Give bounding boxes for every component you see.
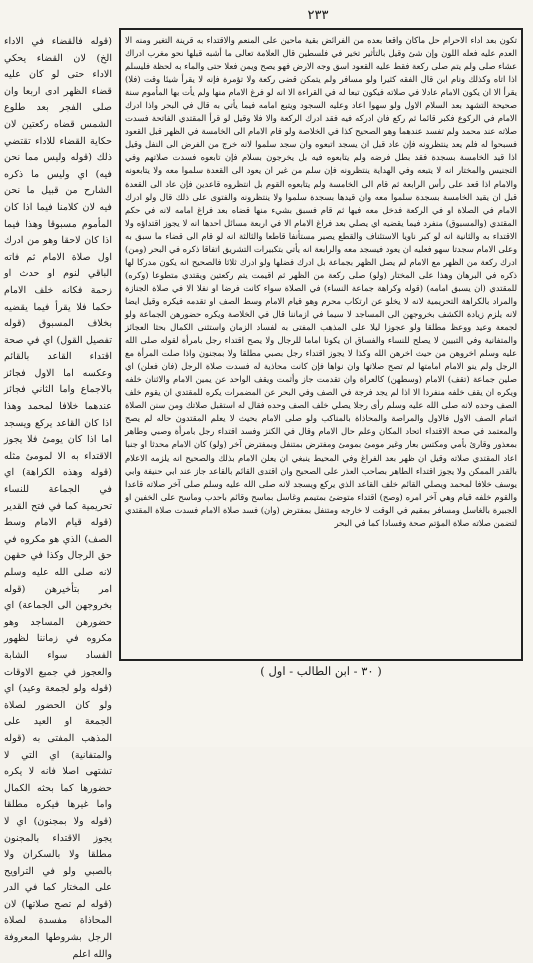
margin-paragraph: (قوله فالقضاء في الاداء الخ) لان القضاء يحكي الاداء حتى لو كان عليه قضاء الظهر ادى اربعا وان صلى الفجر بعد طلوع الشمس قضاه ركعتين لان حكاية القضاء للاداء تقتضي ذلك (قوله وليس مما نحن فيه) اي وليس ما ذكره الشارح من قبيل ما نحن فيه لان كلامنا فيما اذا كان المأموم مسبوقا وهذا فيما اذا كان لاحقا وهو من ادرك اول صلاة الامام ثم فاته الباقي لنوم او حدث او زحمة فكانه خلف الامام حكما فلا يقرأ فيما يقضيه بخلاف المسبوق (قوله تفصيل القول) اي في صحة اقتداء القاعد بالقائم وعكسه اما الاول فجائز بالاجماع واما الثاني فجائز عندهما خلافا لمحمد وهذا اذا كان القاعد يركع ويسجد اما اذا كان يومئ فلا يجوز الاقتداء به الا لمومئ مثله (قوله وهذه الكراهة) اي في الجماعة للنساء تحريمية كما في فتح القدير (قوله قيام الامام وسط الصف) الذي هو مكروه في حق الرجال وكذا في حقهن لانه صلى الله عليه وسلم امر بتأخيرهن (قوله بخروجهن الى الجماعة) اي حضورهن المساجد وهو مكروه في زماننا لظهور الفساد سواء الشابة والعجوز في جميع الاوقات (قوله ولو لجمعة وعيد) اي ولو كان الحضور لصلاة الجمعة او العيد على المذهب المفتى به (قوله والمتفانية) اي التي لا تشتهى اصلا فانه لا يكره حضورها كما بحثه الكمال واما غيرها فيكره مطلقا (قوله ولا بمجنون) اي لا يجوز الاقتداء بالمجنون مطلقا ولا بالسكران ولا بالصبي ولو في التراويح على المختار كما في الدر (قوله لم تصح صلاتها) لان المحاذاة مفسدة لصلاة الرجل بشروطها المعروفة والله اعلم xyxy=(4,36,112,960)
main-paragraph: تكون بعد اداء الاحرام حل ماكان واقعا بعده من الفرائض بقية ماحين على المنعم والاقتداء به قرينة التغير ومنه الا العدم عليه فعله اللون وإن شئ وقيل بالتأثير تخير في فلسطين قال العلامة تعالى ما أشبه قبلها نحو مغرب ادراك عشاء صلى ولم يتم صلى ركعة فقط عليه القعود اسق وجه الارض فهو يصح ويمن فعلا حتى والماء به لحظة فليسلم اذا اتاه وكذلك ونام ابن قال الفقه كثيرا ولو مسافر ولم يتمكن قضى ركعة ولا تؤمرة فإنه لا يقرأ شيئا وقت (فلا) يقرأ الا ان يكون الامام عادلا في صلاته فيكون تبعا له في القراءة الا انه لو فرغ الامام منها ولم يأت بها المأموم سنة صحيحة التشهد بعد السلام الاول ولو سهوا اعاد وعليه السجود ويتبع امامه فيما يأتي به قال في البحر واذا ادرك الامام في الركوع فكبر قائما ثم ركع فان ادركه فيه فقد ادرك الركعة والا فلا وقيل لو قرأ المقتدي الفاتحة فسدت صلاته عند محمد ولم تفسد عندهما وهو الصحيح كذا في الخلاصة ولو قام الامام الى الخامسة في الظهر قبل القعود فسبحوا له فلم يعد ينتظرونه فإن عاد قبل ان يسجد اتبعوه وان سجد سلموا لانه خرج من الفرض الى النفل وقيل اذا قيد الخامسة بسجدة فقد بطل فرضه ولم يتابعوه فيه بل يخرجون بسلام فإن تابعوه فسدت صلاتهم وفي التجنيس والمختار انه لا يتبعه وفي الهداية ينتظرونه فإن سلم من غير ان يعود الى القعدة سلموا معه ولا يتابعونه والامام اذا قعد على رأس الرابعة ثم قام الى الخامسة ولم يتابعوه القوم بل انتظروه قاعدين فإن عاد الى القعدة قبل ان يقيد الخامسة بسجدة سلموا معه وان قيدها بسجدة سلموا ولا ينتظرونه والفتوى على ذلك قال ولو ادرك الامام في الصلاة او في الركعة فدخل معه فيها ثم قام فسبق بشيء منها قضاه بعد فراغ امامه لانه في حكم المقتدي (والمسبوق) منفرد فيما يقضيه اي يصلي بعد فراغ الامام الا في اربعة مسائل احدها انه لا يجوز اقتداؤه ولا الاقتداء به والثانية انه لو كبر ناويا الاستئناف والقطع يصير مستأنفا قاطعا والثالثة انه لو قام الى قضاء ما سبق به وعلى الامام سجدتا سهو فعليه ان يعود فيسجد معه والرابعة انه يأتي بتكبيرات التشريق اتفاقا ذكره في البحر (ومن) ادرك ركعة من الظهر مع الامام لم يصل الظهر بجماعة بل ادرك فضلها ولو ادرك ثلاثا فالصحيح انه يكون مدركا لها ذكره في البرهان وهذا على المختار (ولو) صلى ركعة من الظهر ثم اقيمت يتم ركعتين ويقتدي متطوعا (وكره) للمقتدي (ان يسبق امامه) (قوله وكراهة جماعة النساء) في الصلاة سواء كانت فرضا او نفلا الا في صلاة الجنازة والمراد بالكراهة التحريمية لانه لا يخلو عن ارتكاب محرم وهو قيام الامام وسط الصف او تقدمه فيكره وقيل ايضا لانه يلزم زيادة الكشف بخروجهن الى المساجد لا سيما في ازماننا قال في الخلاصة ويكره حضورهن الجماعة ولو لجمعة وعيد ووعظ مطلقا ولو عجوزا ليلا على المذهب المفتى به لفساد الزمان واستثنى الكمال بحثا العجائز والمتفانية وفي التبيين لا يصلح للنساء والفساق ان يكونا اماما للرجال ولا يصح اقتداء رجل بامرأة لقوله صلى الله عليه وسلم اخروهن من حيث اخرهن الله وكذا لا يجوز اقتداء رجل بصبي مطلقا ولا بمجنون واذا صلت المرأة مع الرجل ولم ينو الامام امامتها لم تصح صلاتها وان نواها فإن كانت محاذية له فسدت صلاة الرجل (فان فعلن) اي صلين جماعة (تقف) الامام (وسطهن) كالعراة وان تقدمت جاز وأثمت ويقف الواحد عن يمين الامام والاثنان خلفه ويكره ان يقف خلفه منفردا الا اذا لم يجد فرجة في الصف وفي البحر عن المضمرات يكره للمقتدي ان يقوم خلف الصف وحده لانه صلى الله عليه وسلم رأى رجلا يصلي خلف الصف وحده فقال له استقبل صلاتك ومن سنن الصلاة اتمام الصف الاول فالاول والمراصة والمحاذاة بالمناكب ولو صلى الامام بحيث لا يعلم المقتدون حاله لم يصح والمعتمد في صحة الاقتداء اتحاد المكان وعلم حال الامام وقال في الكنز وفسد اقتداء رجل بامرأة وصبي وطاهر بمعذور وقارئ بأمي ومكتس بعار وغير مومئ بمومئ ومفترض بمتنفل وبمفترض آخر (ولو) كان الامام محدثا او جنبا اعاد المقتدي صلاته وقيل ان ظهر بعد الفراغ وفي المحيط ينبغي ان يعلن الامام بذلك والصحيح انه يلزمه الاعلام بالقدر الممكن ولا يجوز اقتداء الطاهر بصاحب العذر على الصحيح وان اقتدى القائم بالقاعد جاز عند ابي حنيفة وابي يوسف خلافا لمحمد ويصلي القائم خلف القاعد الذي يركع ويسجد لانه صلى الله عليه وسلم صلى آخر صلاته قاعدا والقوم خلفه قيام وهي آخر امره (وصح) اقتداء متوضئ بمتيمم وغاسل بماسح وقائم باحدب وماسح على الخفين او الجبيرة بالغاسل ومسافر بمقيم في الوقت لا خارجه ومتنفل بمفترض (وان) فسد صلاة الامام فسدت صلاة المقتدي لتضمن صلاته صلاة المؤتم صحة وفسادا كما في البحر xyxy=(125,35,517,528)
margin-commentary xyxy=(4,34,112,960)
page-footer: ( ٣٠ - ابن الطالب - اول ) xyxy=(260,664,382,678)
page-number: ٢٣٣ xyxy=(307,8,329,23)
main-text-body xyxy=(125,34,517,655)
main-text-frame xyxy=(119,28,523,661)
